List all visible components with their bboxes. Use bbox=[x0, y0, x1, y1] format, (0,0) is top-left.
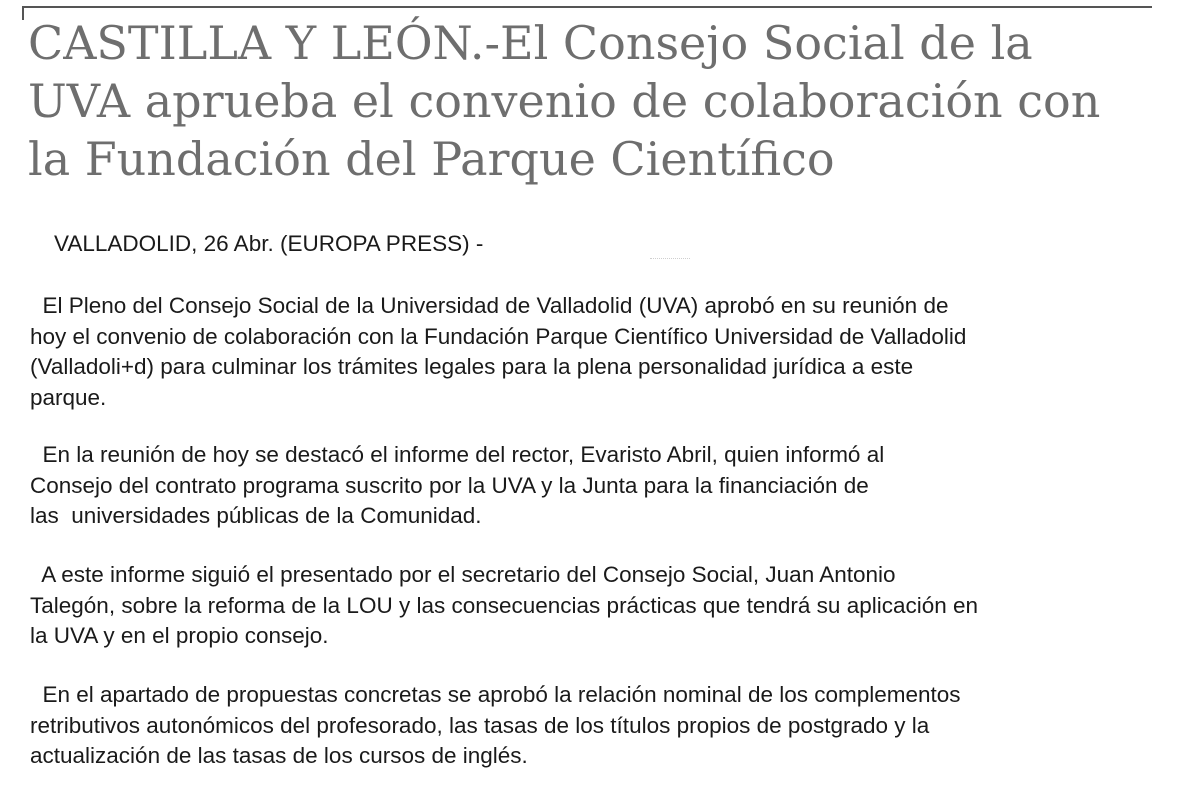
paragraph-line: Talegón, sobre la reforma de la LOU y las consecuencias prácticas que tendrá su aplicación en bbox=[30, 592, 979, 618]
paragraph-2 bbox=[30, 440, 1180, 532]
paragraph-line: Consejo del contrato programa suscrito por la UVA y la Junta para la financiación de bbox=[30, 472, 869, 498]
paragraph-line: las universidades públicas de la Comunidad. bbox=[30, 503, 482, 528]
paragraph-line: hoy el convenio de colaboración con la Fundación Parque Científico Universidad de Valladolid bbox=[30, 323, 967, 349]
paragraph-1 bbox=[30, 291, 1180, 413]
headline-line: UVA aprueba el convenio de colaboración con bbox=[28, 74, 1101, 128]
paragraph-line: (Valladoli+d) para culminar los trámites legales para la plena personalidad jurídica a este bbox=[30, 354, 914, 379]
paragraph-line: En el apartado de propuestas concretas se aprobó la relación nominal de los complementos bbox=[30, 682, 961, 707]
headline bbox=[28, 14, 1178, 188]
corner-border-mark bbox=[22, 6, 24, 20]
paragraph-3 bbox=[30, 560, 1180, 652]
dateline: VALLADOLID, 26 Abr. (EUROPA PRESS) - bbox=[54, 231, 484, 256]
paragraph-line: parque. bbox=[30, 384, 107, 410]
top-border-rule bbox=[22, 6, 1152, 8]
paragraph-line: El Pleno del Consejo Social de la Universidad de Valladolid (UVA) aprobó en su reunión de bbox=[30, 293, 949, 318]
headline-line: CASTILLA Y LEÓN.-El Consejo Social de la bbox=[28, 16, 1033, 70]
scan-speck bbox=[650, 258, 690, 260]
paragraph-line: retributivos autonómicos del profesorado, las tasas de los títulos propios de postgrado y la bbox=[30, 712, 930, 738]
paragraph-line: la UVA y en el propio consejo. bbox=[30, 623, 329, 648]
paragraph-line: En la reunión de hoy se destacó el informe del rector, Evaristo Abril, quien informó al bbox=[30, 442, 885, 467]
paragraph-4 bbox=[30, 680, 1180, 772]
paragraph-line: actualización de las tasas de los cursos de inglés. bbox=[30, 743, 528, 768]
headline-line: la Fundación del Parque Científico bbox=[28, 132, 835, 186]
paragraph-line: A este informe siguió el presentado por el secretario del Consejo Social, Juan Antonio bbox=[30, 562, 896, 587]
